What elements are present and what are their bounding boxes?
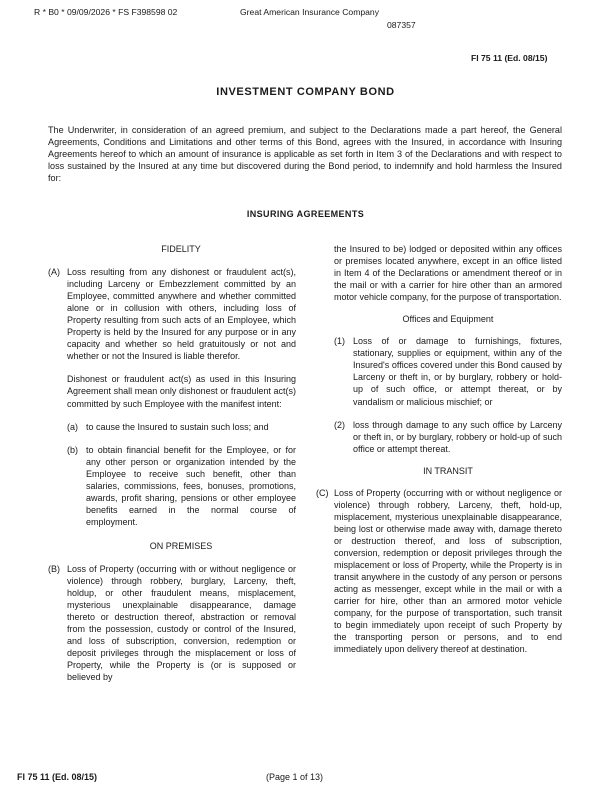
clause-a-text: Loss resulting from any dishonest or fraudulent act(s), including Larceny or Embezzlement committed by an Employee, committed anywhere and whether committed alone or in collusion with others, including loss of Property resulting from such acts of an Employee, which Property is held by the Insured for any purpose or in any capacity and whether so held gratuitously or not and whether or not the Insured is liable therefor. <box>67 267 296 362</box>
page-number: (Page 1 of 13) <box>266 772 324 782</box>
subclause-a <box>48 421 296 433</box>
subclause-b-label: (b) <box>67 444 78 455</box>
clause-b-continued: the Insured to be) lodged or deposited within any offices or premises located anywhere, except in an office listed in Item 4 of the Declarations or amendment thereof or in the mail or with a carrier for hire other than an armored motor vehicle company, for the purpose of transportation. <box>334 244 562 303</box>
clause-b-label: (B) <box>48 563 60 574</box>
clause-c <box>316 487 562 656</box>
item-2-label: (2) <box>334 419 345 430</box>
dishonest-definition: Dishonest or fraudulent act(s) as used in this Insuring Agreement shall mean only dishonest or fraudulent act(s) committed by such Employee with the manifest intent: <box>67 374 296 409</box>
subclause-b-text: to obtain financial benefit for the Employee, or for any other person or organization intended by the Employee to receive such benefit, other than salaries, commissions, fees, bonuses, promotions, awards, profit sharing, pensions or other employee benefits earned in the normal course of employment. <box>86 444 296 527</box>
item-2 <box>316 419 562 455</box>
footer-form-number: FI 75 11 (Ed. 08/15) <box>17 772 98 782</box>
insuring-agreements-heading: INSURING AGREEMENTS <box>246 209 365 219</box>
left-column <box>48 243 296 683</box>
intro-paragraph: The Underwriter, in consideration of an agreed premium, and subject to the Declarations made a part hereof, the General Agreements, Conditions and Limitations and other terms of this Bond, agrees with the Insured, in accordance with Insuring Agreements hereof to which an amount of insurance is applicable as set forth in Item 3 of the Declarations and with respect to loss sustained by the Insured at any time but discovered during the Bond period, to indemnify and hold harmless the Insured for: <box>48 125 562 184</box>
subclause-a-label: (a) <box>67 421 78 432</box>
item-2-text: loss through damage to any such office by Larceny or theft in, or by burglary, robbery or hold-up of such office or attempt thereat. <box>353 419 562 454</box>
company-name: Great American Insurance Company <box>240 7 379 17</box>
page-title: INVESTMENT COMPANY BOND <box>216 86 395 98</box>
form-number: FI 75 11 (Ed. 08/15) <box>471 53 548 63</box>
subclause-b <box>48 444 296 528</box>
fidelity-heading: FIDELITY <box>161 244 201 254</box>
clause-c-text: Loss of Property (occurring with or without negligence or violence) through robbery, Larceny, theft, hold-up, misplacement, mysterious unexplainable disappearance, being lost or otherwise made away with, damage thereto or destruction thereof, and loss of subscription, conversion, redemption or deposit privileges through the misplacement or loss of Property, while the Property is in transit anywhere in the custody of any person or persons acting as messenger, except while in the mail or with a carrier for hire, other than an armored motor vehicle company, for the purpose of transportation, such transit to begin immediately upon receipt of such Property by the transporting person or persons, and to end immediately upon delivery thereof at destination. <box>334 487 562 655</box>
item-1 <box>316 335 562 407</box>
item-1-text: Loss of or damage to furnishings, fixtures, stationary, supplies or equipment, within any of the Insured's offices covered under this Bond caused by Larceny or theft in, or by burglary, robbery or hold-up of such office, or attempt thereat, or by vandalism or malicious mischief; or <box>353 336 562 407</box>
clause-a-label: (A) <box>48 267 60 278</box>
clause-c-label: (C) <box>316 487 329 498</box>
clause-a <box>48 266 296 362</box>
clause-b-text: Loss of Property (occurring with or without negligence or violence) through robbery, burglary, Larceny, theft, holdup, or other fraudulent means, misplacement, mysterious unexplainable disappearance, damage thereto or destruction thereof, abstraction or removal from the possession, custody or control of the Insured, and loss of subscription, conversion, redemption or deposit privileges through the misplacement or loss of Property, while the Property is (or is supposed or believed by <box>67 563 296 683</box>
item-1-label: (1) <box>334 336 345 347</box>
subclause-a-text: to cause the Insured to sustain such loss; and <box>86 421 269 432</box>
on-premises-heading: ON PREMISES <box>149 540 213 551</box>
document-number: 087357 <box>387 20 416 30</box>
clause-b <box>48 563 296 683</box>
right-column <box>316 243 562 655</box>
in-transit-heading: IN TRANSIT <box>423 465 473 476</box>
form-id: R * B0 * 09/09/2026 * FS F398598 02 <box>34 7 178 17</box>
offices-equipment-heading: Offices and Equipment <box>402 314 494 325</box>
